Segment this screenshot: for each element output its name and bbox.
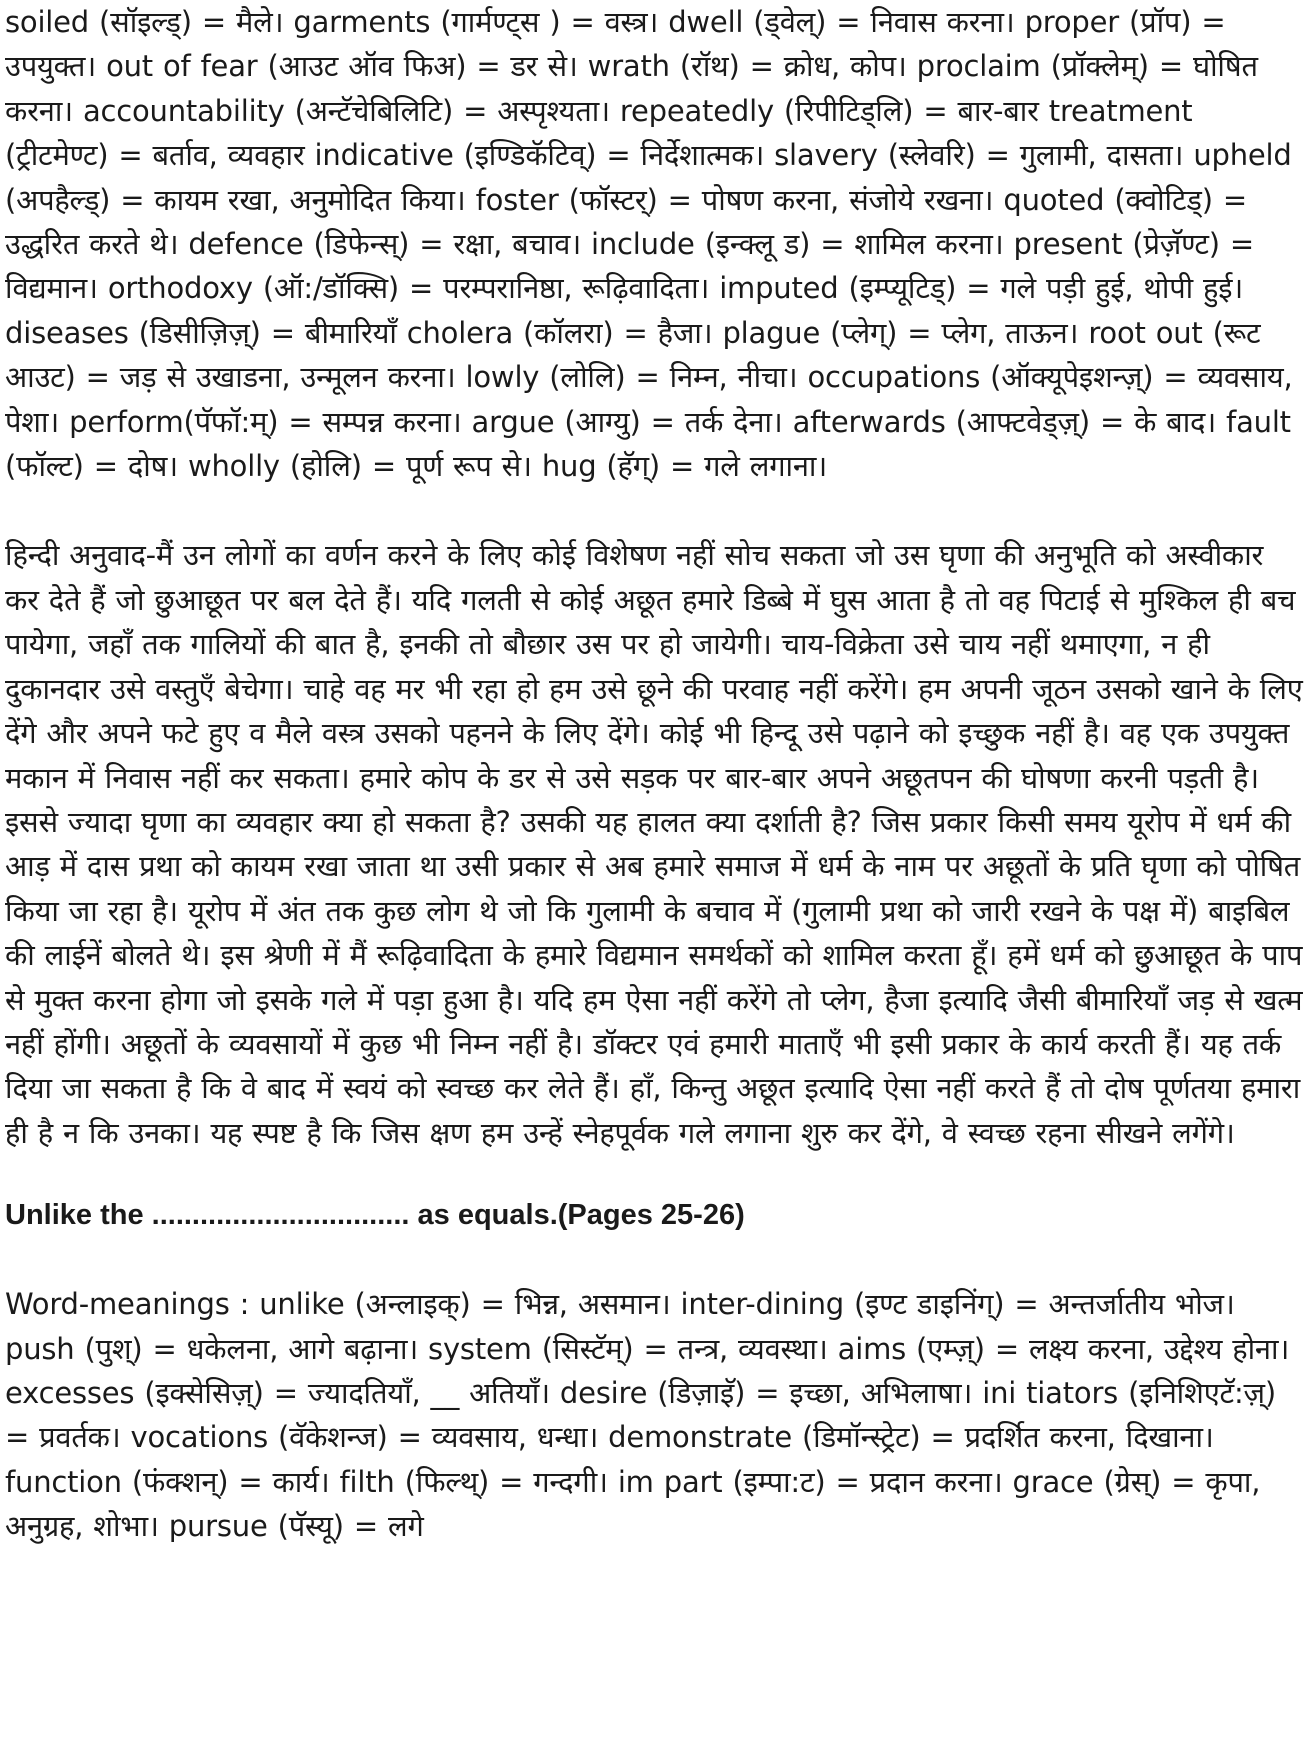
hindi-translation-paragraph: हिन्दी अनुवाद-मैं उन लोगों का वर्णन करने के लिए कोई विशेषण नहीं सोच सकता जो उस घृणा की अनुभूति को अस्वीकार कर देते हैं जो छुआछूत पर बल देते हैं। यदि गलती से कोई अछूत हमारे डिब्बे में घुस आता है तो वह पिटाई से मुश्किल ही बच पायेगा, जहाँ तक गालियों की बात है, इनकी तो बौछार उस पर हो जायेगी। चाय-विक्रेता उसे चाय नहीं थमाएगा, न ही दुकानदार उसे वस्तुएँ बेचेगा। चाहे वह मर भी रहा हो हम उसे छूने की परवाह नहीं करेंगे। हम अपनी जूठन उसको खाने के लिए देंगे और अपने फटे हुए व मैले वस्त्र उसको पहनने के लिए देंगे। कोई भी हिन्दू उसे पढ़ाने को इच्छुक नहीं है। वह एक उपयुक्त मकान में निवास नहीं कर सकता। हमारे कोप के डर से उसे सड़क पर बार-बार अपने अछूतपन की घोषणा करनी पड़ती है। इससे ज्यादा घृणा का व्यवहार क्या हो सकता है? उसकी यह हालत क्या दर्शाती है? जिस प्रकार किसी समय यूरोप में धर्म की आड़ में दास प्रथा को कायम रखा जाता था उसी प्रकार से अब हमारे समाज में धर्म के नाम पर अछूतों के प्रति घृणा को पोषित किया जा रहा है। यूरोप में अंत तक कुछ लोग थे जो कि गुलामी के बचाव में (गुलामी प्रथा को जारी रखने के पक्ष में) बाइबिल की लाईनें बोलते थे। इस श्रेणी में मैं रूढ़िवादिता के हमारे विद्यमान समर्थकों को शामिल करता हूँ। हमें धर्म को छुआछूत के पाप से मुक्त करना होगा जो इसके गले में पड़ा हुआ है। यदि हम ऐसा नहीं करेंगे तो प्लेग, हैजा इत्यादि जैसी बीमारियाँ जड़ से खत्म नहीं होंगी। अछूतों के व्यवसायों में कुछ भी निम्न नहीं है। डॉक्टर एवं हमारी माताएँ भी इसी प्रकार के कार्य करती हैं। यह तर्क दिया जा सकता है कि वे बाद में स्वयं को स्वच्छ कर लेते हैं। हाँ, किन्तु अछूत इत्यादि ऐसा नहीं करते हैं तो दोष पूर्णतया हमारा ही है न कि उनका। यह स्पष्ट है कि जिस क्षण हम उन्हें स्नेहपूर्वक गले लगाना शुरु कर देंगे, वे स्वच्छ रहना सीखने लगेंगे। [5, 538, 1303, 1150]
vocabulary-paragraph: soiled (सॉइल्ड्) = मैले। garments (गार्मण्ट्स ) = वस्त्र। dwell (ड्वेल्) = निवास करना। proper (प्रॉप) = उपयुक्त। out of fear (आउट ऑव फिअ) = डर से। wrath (रॉथ) = क्रोध, कोप। proclaim (प्रॉक्लेम्) = घोषित करना। accountability (अन्टॅचेबिलिटि) = अस्पृश्यता। repeatedly (रिपीटिड्लि) = बार-बार treatment (ट्रीटमेण्ट) = बर्ताव, व्यवहार indicative (इण्डिकॅटिव्) = निर्देशात्मक। slavery (स्लेवरि) = गुलामी, दासता। upheld (अपहैल्ड्) = कायम रखा, अनुमोदित किया। foster (फॉस्टर्) = पोषण करना, संजोये रखना। quoted (क्वोटिड्) = उद्धरित करते थे। defence (डिफेन्स्) = रक्षा, बचाव। include (इन्क्लू ड) = शामिल करना। present (प्रेज़ॅण्ट) = विद्यमान। orthodoxy (ऑ:/डॉक्सि) = परम्परानिष्ठा, रूढ़िवादिता। imputed (इम्प्यूटिड्) = गले पड़ी हुई, थोपी हुई। diseases (डिसीज़िज़्) = बीमारियाँ cholera (कॉलरा) = हैजा। plague (प्लेग्) = प्लेग, ताऊन। root out (रूट आउट) = जड़ से उखाडना, उन्मूलन करना। lowly (लोलि) = निम्न, नीचा। occupations (ऑक्यूपेइशन्ज़्) = व्यवसाय, पेशा। perform(पॅफॉ:म्) = सम्पन्न करना। argue (आग्यु) = तर्क देना। afterwards (आफ्टवेड्ज़्) = के बाद। fault (फॉल्ट) = दोष। wholly (होलि) = पूर्ण रूप से। hug (हॅग्) = गले लगाना। [5, 5, 1293, 484]
paragraph-spacer [5, 1155, 1303, 1193]
word-meanings-paragraph: Word-meanings : unlike (अन्लाइक्) = भिन्न, असमान। inter-dining (इण्ट डाइनिंग्) = अन्तर्जातीय भोज। push (पुश्) = धकेलना, आगे बढ़ाना। system (सिस्टॅम्) = तन्त्र, व्यवस्था। aims (एम्ज़्) = लक्ष्य करना, उद्देश्य होना। excesses (इक्सेसिज़्) = ज्यादतियाँ, __ अतियाँ। desire (डिज़ाइॅ) = इच्छा, अभिलाषा। ini tiators (इनिशिएटॅ:ज़्) = प्रवर्तक। vocations (वॅकेशन्ज) = व्यवसाय, धन्धा। demonstrate (डिमॉन्स्ट्रेट) = प्रदर्शित करना, दिखाना। function (फंक्शन्) = कार्य। filth (फिल्थ्) = गन्दगी। im part (इम्पा:ट) = प्रदान करना। grace (ग्रेस्) = कृपा, अनुग्रह, शोभा। pursue (पॅस्यू) = लगे [5, 1287, 1290, 1544]
paragraph-spacer [5, 1237, 1303, 1282]
section-heading: Unlike the ................................ as equals.(Pages 25-26) [5, 1199, 745, 1232]
document-page [5, 0, 1303, 1549]
paragraph-spacer [5, 488, 1303, 533]
